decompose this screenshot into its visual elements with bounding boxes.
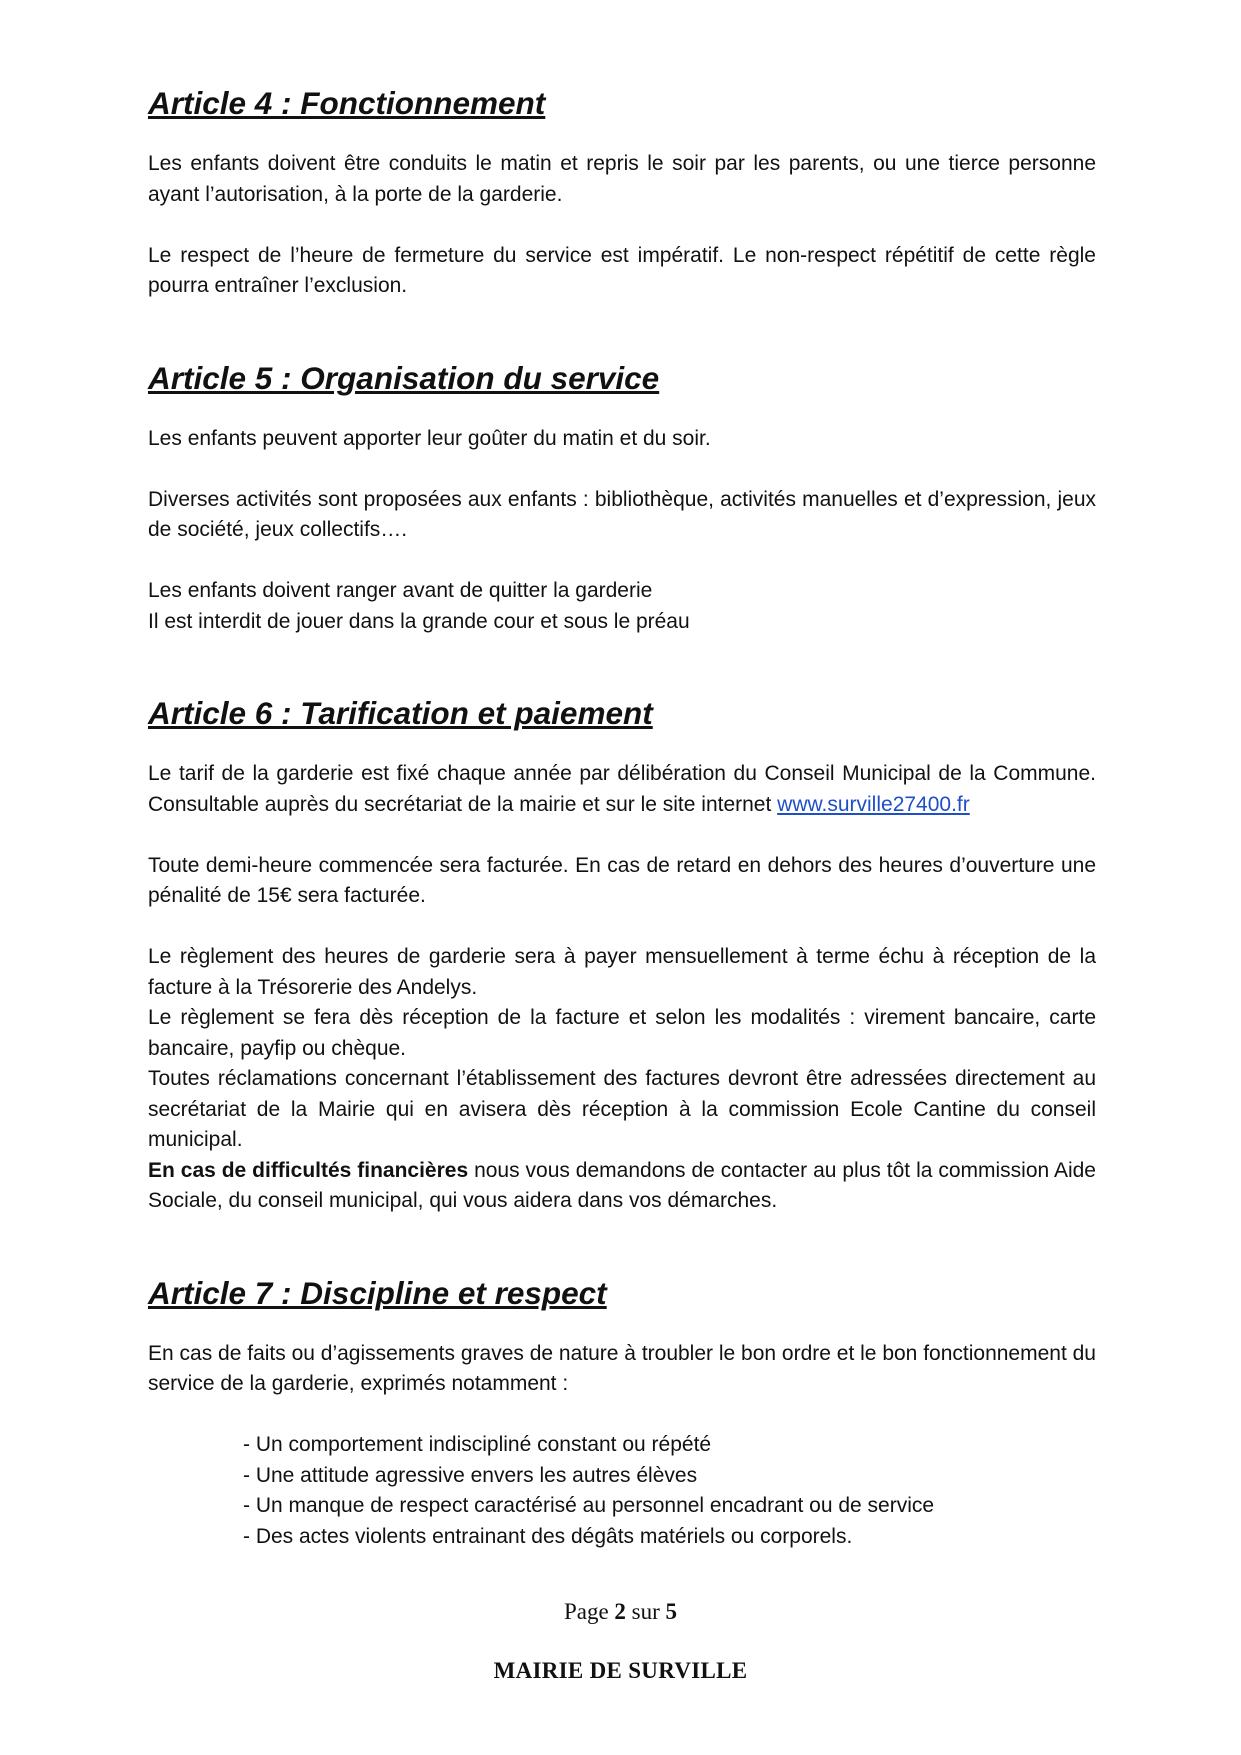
article-7-paragraph-1: En cas de faits ou d’agissements graves de nature à troubler le bon ordre et le bon fonctionnement du service de la garderie, exprimés notamment : [148,1341,1096,1395]
article-5-heading: Article 5 : Organisation du service [148,359,660,396]
page-number [0,1599,1241,1625]
document-body [148,85,1096,1552]
page-prefix: Page [563,1599,615,1624]
page-current: 2 [614,1599,626,1624]
financial-difficulties-emphasis: En cas de difficultés financières [148,1158,469,1182]
article-4-heading: Article 4 : Fonctionnement [148,85,546,121]
misconduct-list [148,1430,1096,1552]
article-7-heading: Article 7 : Discipline et respect [148,1274,607,1311]
list-item: - Un comportement indiscipliné constant ou répété [243,1433,712,1456]
list-item: - Une attitude agressive envers les autres élèves [243,1463,698,1487]
article-6-paragraph-3: Le règlement des heures de garderie sera à payer mensuellement à terme échu à réception de la facture à la Trésorerie des Andelys. [148,945,1096,999]
article-6-paragraph-6-text: nous vous demandons de contacter au plus tôt la commission Aide Sociale, du conseil municipal, qui vous aidera dans vos démarches. [148,1158,1096,1212]
article-6-heading: Article 6 : Tarification et paiement [148,695,653,731]
article-5-paragraph-2: Diverses activités sont proposées aux enfants : bibliothèque, activités manuelles et d’expression, jeux de société, jeux collectifs…. [148,487,1096,541]
article-6-paragraph-2: Toute demi-heure commencée sera facturée. En cas de retard en dehors des heures d’ouverture une pénalité de 15€ sera facturée. [148,853,1096,907]
list-item: - Un manque de respect caractérisé au personnel encadrant ou de service [243,1494,935,1517]
article-6-paragraph-1 [148,759,1096,820]
list-item: - Des actes violents entrainant des dégâts matériels ou corporels. [243,1524,853,1548]
mairie-footer: MAIRIE DE SURVILLE [493,1658,748,1683]
article-5-paragraph-4: Il est interdit de jouer dans la grande cour et sous le préau [148,609,690,633]
article-5-paragraph-3: Les enfants doivent ranger avant de quitter la garderie [148,579,653,602]
page-total: 5 [665,1599,678,1624]
article-4-paragraph-2: Le respect de l’heure de fermeture du service est impératif. Le non-respect répétitif de cette règle pourra entraîner l’exclusion. [148,243,1096,297]
article-6-paragraph-5: Toutes réclamations concernant l’établissement des factures devront être adressées directement au secrétariat de la Mairie qui en avisera dès réception à la commission Ecole Cantine du conseil municipal. [148,1067,1096,1151]
article-6-paragraph-1-text: Le tarif de la garderie est fixé chaque année par délibération du Conseil Municipal de la Commune. Consultable auprès du secrétariat de la mairie et sur le site internet [148,762,1096,816]
article-5-paragraph-1: Les enfants peuvent apporter leur goûter du matin et du soir. [148,426,711,450]
page-middle: sur [625,1599,666,1624]
article-6-paragraph-6 [148,1156,1096,1217]
website-link[interactable]: www.surville27400.fr [777,792,970,816]
article-4-paragraph-1: Les enfants doivent être conduits le matin et repris le soir par les parents, ou une tierce personne ayant l’autorisation, à la porte de la garderie. [148,152,1096,206]
article-6-paragraph-4: Le règlement se fera dès réception de la facture et selon les modalités : virement bancaire, carte bancaire, payfip ou chèque. [148,1006,1096,1060]
